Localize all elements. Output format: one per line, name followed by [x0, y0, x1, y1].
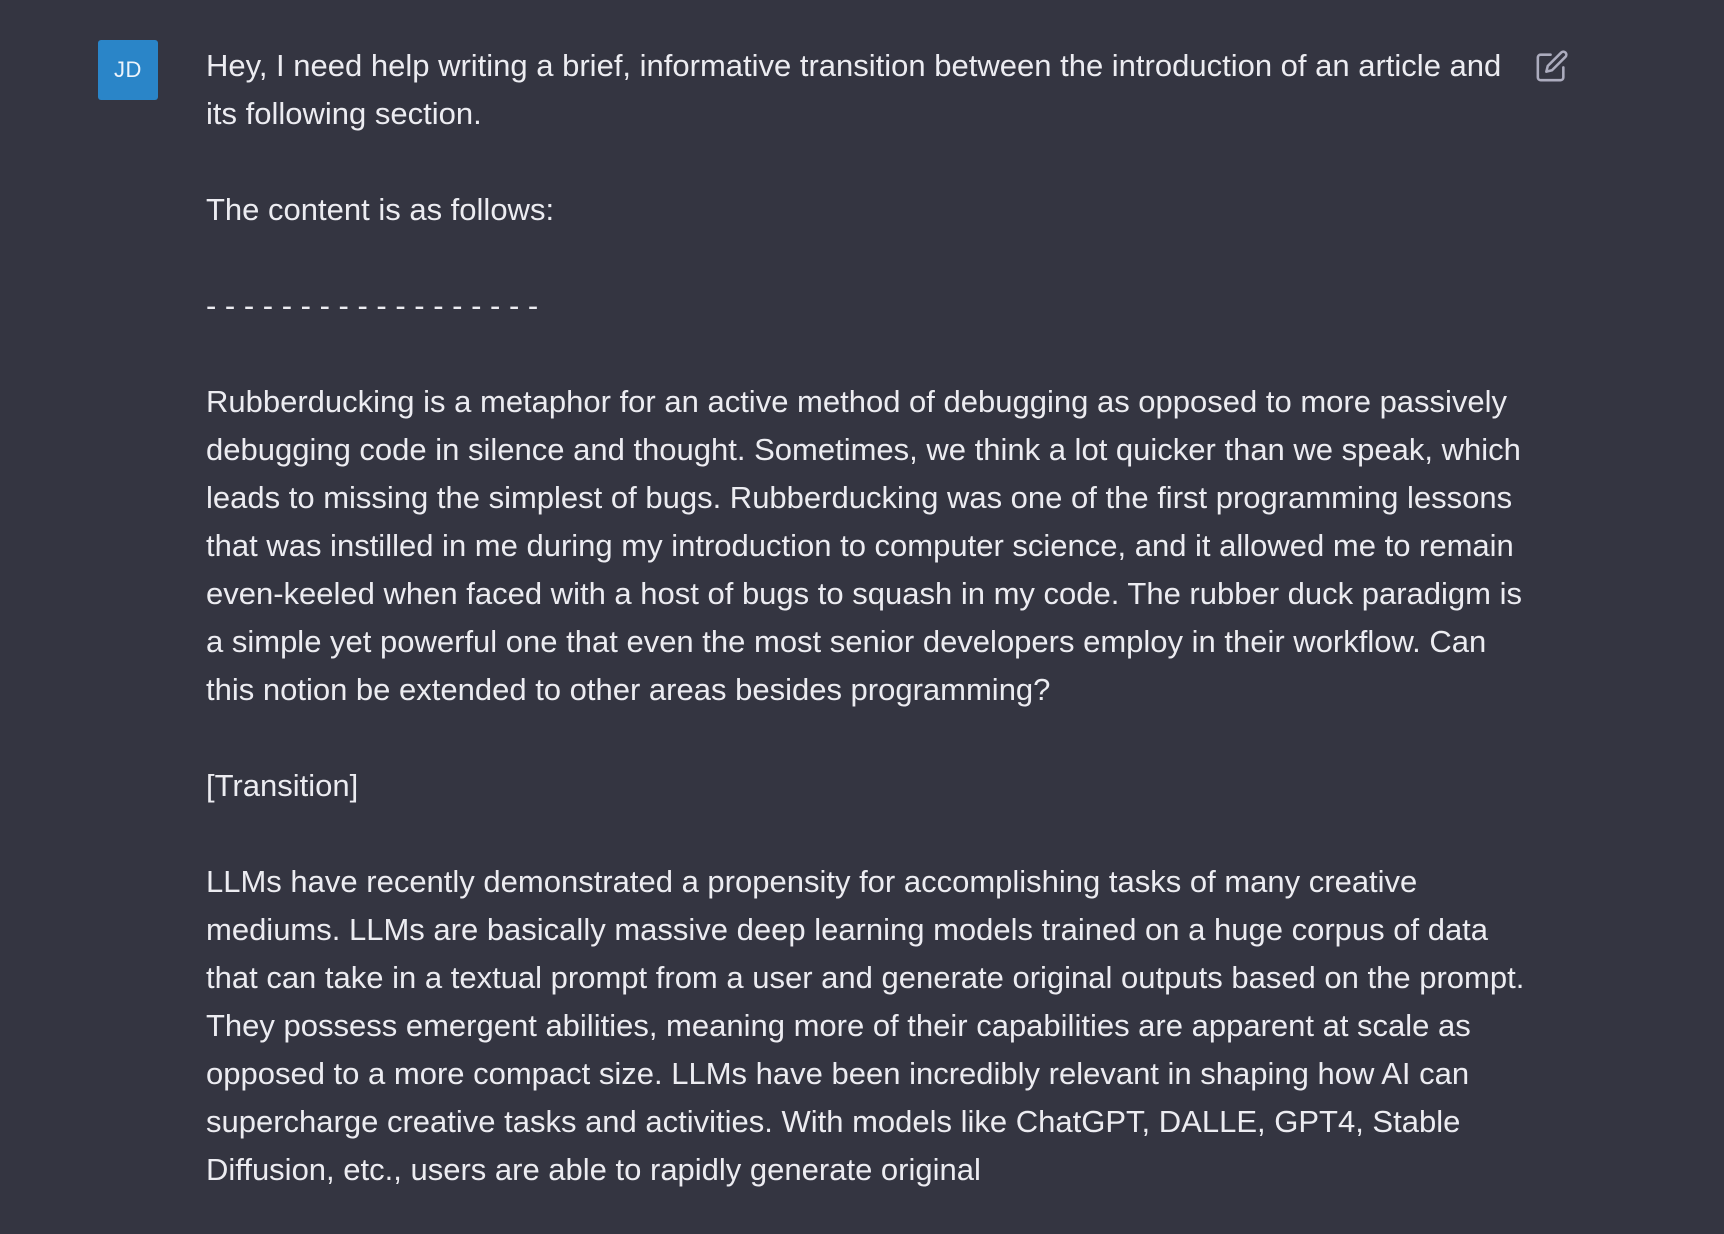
edit-message-button[interactable]	[1532, 46, 1572, 86]
message-divider: - - - - - - - - - - - - - - - - - -	[206, 288, 539, 323]
avatar-initials: JD	[114, 57, 142, 82]
user-avatar	[98, 40, 158, 100]
message-paragraph: Hey, I need help writing a brief, informative transition between the introduction of an article and its following section.	[206, 48, 1510, 131]
message-paragraph: [Transition]	[206, 768, 359, 803]
message-paragraph: Rubberducking is a metaphor for an active method of debugging as opposed to more passively debugging code in silence and thought. Sometimes, we think a lot quicker than we speak, which leads to missing the simplest of bugs. Rubberducking was one of the first programming lessons that was instilled in me during my introduction to computer science, and it allowed me to remain even-keeled when faced with a host of bugs to squash in my code. The rubber duck paradigm is a simple yet powerful one that even the most senior developers employ in their workflow. Can this notion be extended to other areas besides programming?	[206, 384, 1531, 707]
message-paragraph: LLMs have recently demonstrated a propensity for accomplishing tasks of many creative mediums. LLMs are basically massive deep learning models trained on a huge corpus of data that can take in a textual prompt from a user and generate original outputs based on the prompt. They possess emergent abilities, meaning more of their capabilities are apparent at scale as opposed to a more compact size. LLMs have been incredibly relevant in shaping how AI can supercharge creative tasks and activities. With models like ChatGPT, DALLE, GPT4, Stable Diffusion, etc., users are able to rapidly generate original	[206, 864, 1533, 1187]
user-message	[206, 42, 1533, 1234]
edit-icon	[1535, 49, 1569, 83]
message-paragraph: The content is as follows:	[206, 192, 555, 227]
